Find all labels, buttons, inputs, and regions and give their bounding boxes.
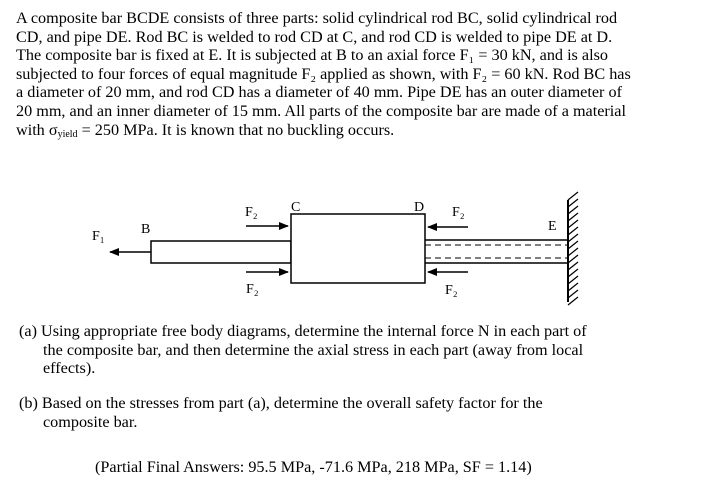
problem-line-start: with σ: [16, 120, 58, 139]
problem-line: A composite bar BCDE consists of three parts: solid cylindrical rod BC, solid cylindrical rod: [16, 9, 618, 27]
part-b-line: composite bar.: [43, 412, 138, 431]
rod-cd: [291, 214, 425, 283]
label-f2-bottom-left: F₂: [246, 282, 259, 297]
yield-subscript: yield: [57, 128, 78, 140]
problem-line-end: = 250 MPa. It is known that no buckling occurs.: [77, 120, 395, 139]
part-b-line: (b) Based on the stresses from part (a), determine the overall safety factor for the: [19, 394, 543, 412]
problem-line: The composite bar is fixed at E. It is subjected at B to an axial force F₁ = 30 kN, and is also: [16, 46, 608, 65]
part-b: [19, 394, 543, 431]
part-a-line: the composite bar, and then determine the axial stress in each part (away from local: [43, 340, 584, 359]
label-e: E: [548, 219, 557, 234]
label-f2-bottom-right: F₂: [445, 283, 458, 298]
problem-line: subjected to four forces of equal magnitude F₂ applied as shown, with F₂ = 60 kN. Rod BC has: [16, 64, 631, 83]
label-f2-top-right: F₂: [452, 205, 465, 220]
problem-line: 20 mm, and an inner diameter of 15 mm. All parts of the composite bar are made of a material: [16, 101, 626, 120]
rod-bc: [151, 241, 291, 263]
part-a: [19, 322, 587, 378]
pipe-de: [425, 240, 568, 263]
problem-line: a diameter of 20 mm, and rod CD has a diameter of 40 mm. Pipe DE has an outer diameter of: [16, 83, 622, 102]
fixed-support-e: [568, 192, 578, 305]
part-a-line: effects).: [43, 359, 96, 378]
problem-line: CD, and pipe DE. Rod BC is welded to rod CD at C, and rod CD is welded to pipe DE at D.: [16, 27, 613, 46]
label-b: B: [141, 222, 151, 237]
partial-final-answers: (Partial Final Answers: 95.5 MPa, -71.6 MPa, 218 MPa, SF = 1.14): [95, 458, 532, 476]
label-f1: F₁: [92, 229, 105, 244]
label-c: C: [291, 200, 301, 215]
label-d: D: [414, 200, 425, 215]
label-f2-top-left: F₂: [245, 205, 258, 220]
part-a-line: (a) Using appropriate free body diagrams, determine the internal force N in each part of: [19, 322, 587, 340]
